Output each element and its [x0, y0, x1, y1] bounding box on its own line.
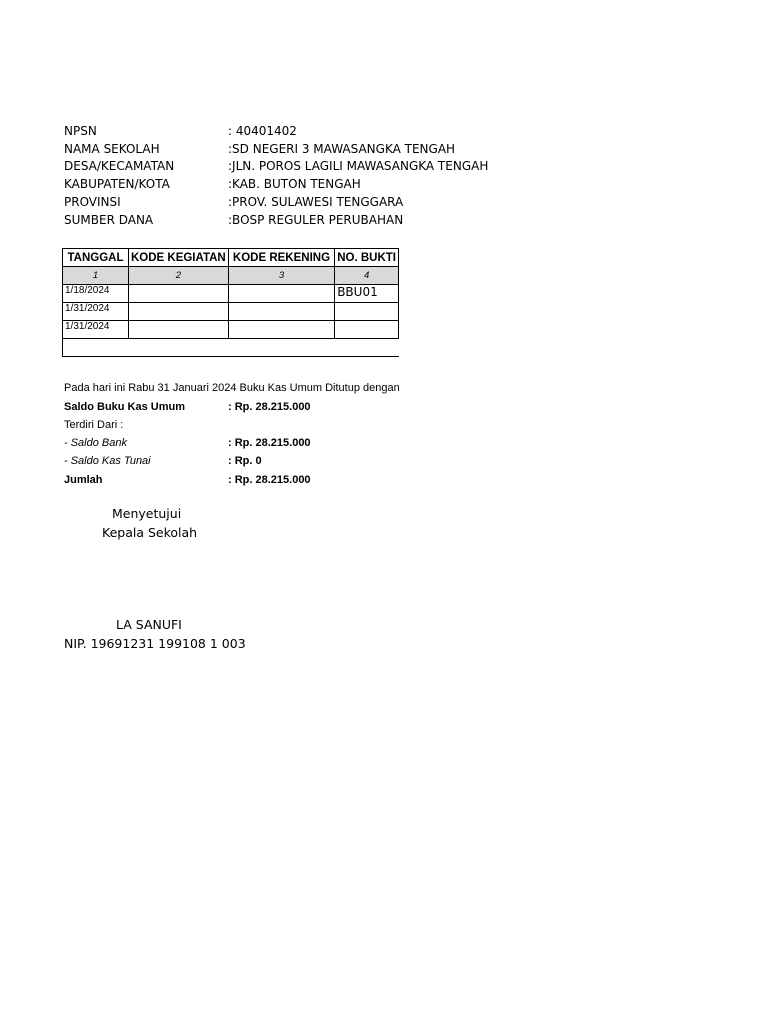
ledger-table	[62, 248, 399, 357]
table-empty-cell	[63, 339, 399, 357]
cell-tanggal: 1/18/2024	[63, 285, 129, 303]
saldo-bank-value: : Rp. 28.215.000	[228, 437, 311, 449]
column-header-kode-rekening: KODE REKENING	[228, 249, 334, 267]
cell-kode-kegiatan	[128, 321, 228, 339]
terdiri-label: Terdiri Dari :	[64, 419, 124, 431]
column-number: 4	[335, 267, 399, 285]
cell-tanggal: 1/31/2024	[63, 303, 129, 321]
saldo-label: Saldo Buku Kas Umum	[64, 401, 186, 413]
approval-text: Menyetujui	[112, 506, 182, 521]
table-row	[63, 303, 399, 321]
info-label: NAMA SEKOLAH	[64, 142, 160, 156]
column-header-tanggal: TANGGAL	[63, 249, 129, 267]
info-value: :BOSP REGULER PERUBAHAN	[228, 213, 404, 227]
column-number: 1	[63, 267, 129, 285]
table-row	[63, 321, 399, 339]
table-header-row	[63, 249, 399, 267]
cell-no-bukti: BBU01	[335, 285, 399, 303]
cell-no-bukti	[335, 321, 399, 339]
role-text: Kepala Sekolah	[102, 525, 198, 540]
info-value: :SD NEGERI 3 MAWASANGKA TENGAH	[228, 142, 456, 156]
info-label: NPSN	[64, 124, 97, 138]
column-header-kode-kegiatan: KODE KEGIATAN	[128, 249, 228, 267]
column-header-no-bukti: NO. BUKTI	[335, 249, 399, 267]
table-row	[63, 285, 399, 303]
info-value: :JLN. POROS LAGILI MAWASANGKA TENGAH	[228, 159, 489, 173]
cell-tanggal: 1/31/2024	[63, 321, 129, 339]
cell-kode-rekening	[228, 303, 334, 321]
info-label: DESA/KECAMATAN	[64, 159, 175, 173]
saldo-value: : Rp. 28.215.000	[228, 401, 311, 413]
jumlah-value: : Rp. 28.215.000	[228, 474, 311, 486]
saldo-tunai-value: : Rp. 0	[228, 455, 262, 467]
info-value: :KAB. BUTON TENGAH	[228, 177, 361, 191]
cell-kode-kegiatan	[128, 303, 228, 321]
cell-kode-kegiatan	[128, 285, 228, 303]
info-label: PROVINSI	[64, 195, 121, 209]
cell-no-bukti	[335, 303, 399, 321]
info-value: :PROV. SULAWESI TENGGARA	[228, 195, 404, 209]
column-number-row	[63, 267, 399, 285]
column-number: 3	[228, 267, 334, 285]
signer-nip: NIP. 19691231 199108 1 003	[64, 636, 246, 651]
cell-kode-rekening	[228, 321, 334, 339]
cell-kode-rekening	[228, 285, 334, 303]
saldo-bank-label: - Saldo Bank	[64, 437, 127, 449]
column-number: 2	[128, 267, 228, 285]
info-label: SUMBER DANA	[64, 213, 154, 227]
table-total-row	[63, 339, 399, 357]
jumlah-label: Jumlah	[64, 474, 103, 486]
signer-name: LA SANUFI	[116, 617, 182, 632]
saldo-tunai-label: - Saldo Kas Tunai	[64, 455, 151, 467]
info-label: KABUPATEN/KOTA	[64, 177, 170, 191]
closing-sentence: Pada hari ini Rabu 31 Januari 2024 Buku Kas Umum Ditutup dengan	[64, 382, 400, 394]
info-value: : 40401402	[228, 124, 297, 138]
